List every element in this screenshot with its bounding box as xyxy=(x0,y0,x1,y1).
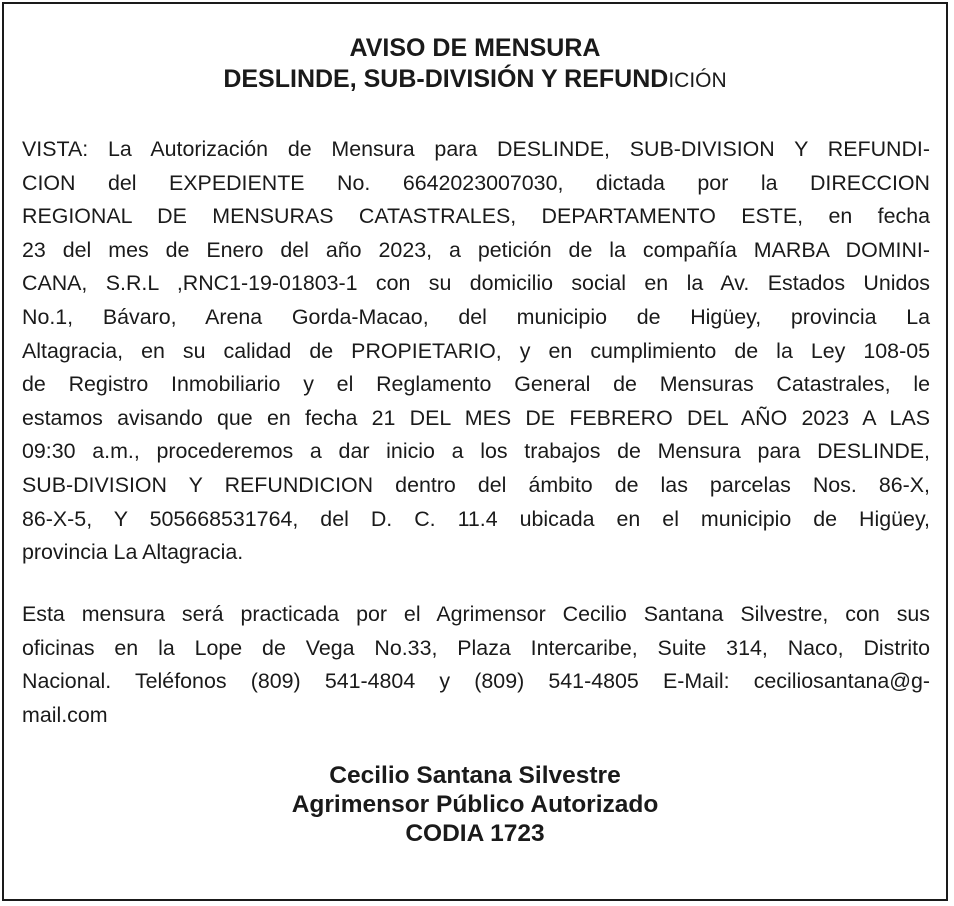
paragraph-vista xyxy=(22,133,930,570)
paragraph-line: CION del EXPEDIENTE No. 6642023007030, dictada por la DIRECCION xyxy=(22,170,930,195)
signature-role: Agrimensor Público Autorizado xyxy=(291,791,659,818)
notice-subtitle-bold: DESLINDE, SUB-DIVISIÓN Y REFUND xyxy=(223,65,669,93)
notice-title: AVISO DE MENSURA xyxy=(349,34,601,62)
notice-frame xyxy=(2,2,948,901)
paragraph-line: de Registro Inmobiliario y el Reglamento General de Mensuras Catastrales, le xyxy=(22,372,930,397)
paragraph-line: CANA, S.R.L ,RNC1-19-01803-1 con su domicilio social en la Av. Estados Unidos xyxy=(22,271,930,296)
signature-codia: CODIA 1723 xyxy=(405,820,545,847)
paragraph-line: oficinas en la Lope de Vega No.33, Plaza Intercaribe, Suite 314, Naco, Distrito xyxy=(22,635,930,660)
paragraph-line: Altagracia, en su calidad de PROPIETARIO, y en cumplimiento de la Ley 108-05 xyxy=(22,338,930,363)
paragraph-line: VISTA: La Autorización de Mensura para DESLINDE, SUB-DIVISION Y REFUNDI- xyxy=(22,137,930,161)
paragraph-line: Esta mensura será practicada por el Agrimensor Cecilio Santana Silvestre, con sus xyxy=(22,602,930,626)
signature-block xyxy=(4,761,946,848)
notice-subtitle xyxy=(4,64,946,96)
paragraph-line: Nacional. Teléfonos (809) 541-4804 y (809) 541-4805 E-Mail: ceciliosantana@g- xyxy=(22,669,930,694)
signature-name: Cecilio Santana Silvestre xyxy=(329,762,621,789)
paragraph-line: No.1, Bávaro, Arena Gorda-Macao, del municipio de Higüey, provincia La xyxy=(22,304,930,329)
notice-header xyxy=(4,33,946,96)
notice-subtitle-suffix: ICIÓN xyxy=(668,69,727,92)
paragraph-line: mail.com xyxy=(22,702,108,727)
paragraph-line: SUB-DIVISION Y REFUNDICION dentro del ámbito de las parcelas Nos. 86-X, xyxy=(22,472,930,497)
paragraph-line: 23 del mes de Enero del año 2023, a petición de la compañía MARBA DOMINI- xyxy=(22,237,930,262)
paragraph-line: 86-X-5, Y 505668531764, del D. C. 11.4 ubicada en el municipio de Higüey, xyxy=(22,506,930,531)
paragraph-line: REGIONAL DE MENSURAS CATASTRALES, DEPARTAMENTO ESTE, en fecha xyxy=(22,204,930,229)
paragraph-line: provincia La Altagracia. xyxy=(22,540,244,565)
paragraph-line: estamos avisando que en fecha 21 DEL MES DE FEBRERO DEL AÑO 2023 A LAS xyxy=(22,405,930,430)
paragraph-surveyor xyxy=(22,598,930,732)
paragraph-line: 09:30 a.m., procederemos a dar inicio a los trabajos de Mensura para DESLINDE, xyxy=(22,439,930,464)
